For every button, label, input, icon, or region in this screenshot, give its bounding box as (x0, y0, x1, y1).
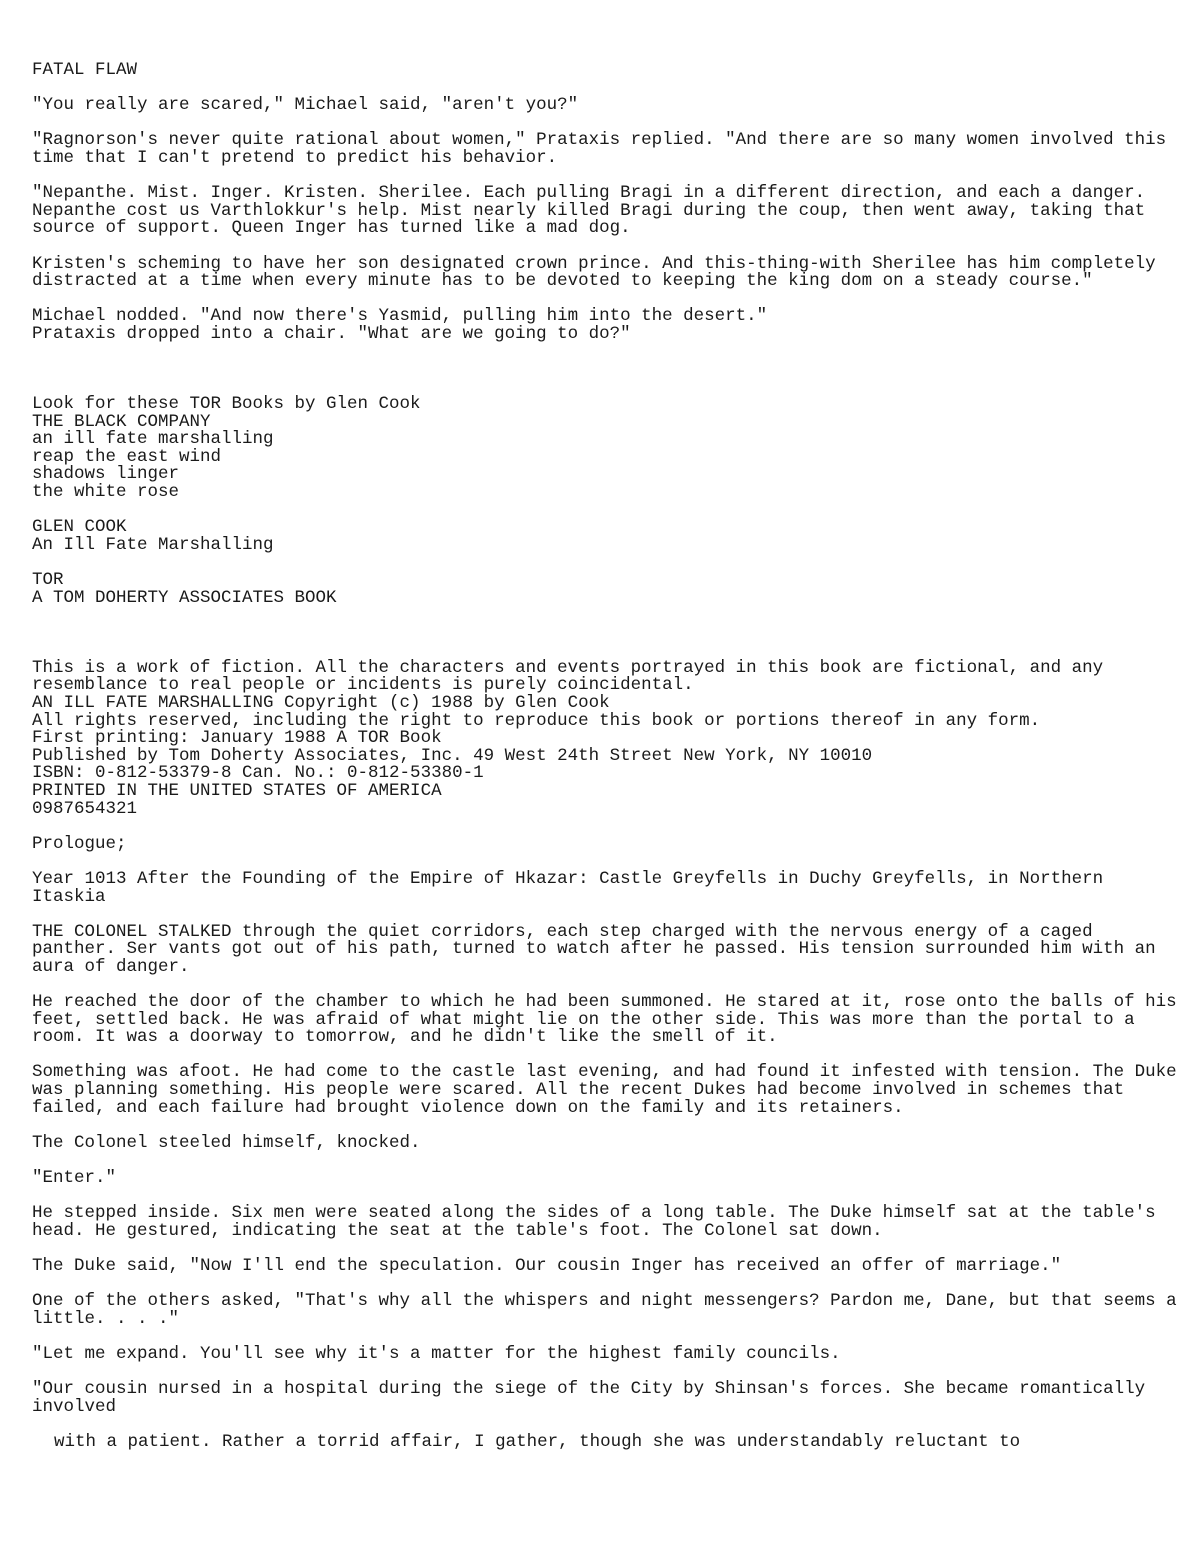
printing-number-line: 0987654321 (32, 798, 138, 819)
copyright-line: AN ILL FATE MARSHALLING Copyright (c) 1988 by Glen Cook (32, 693, 610, 713)
spacer (32, 625, 1182, 660)
publisher-imprint: A TOM DOHERTY ASSOCIATES BOOK (32, 587, 337, 608)
excerpt-paragraph: "Nepanthe. Mist. Inger. Kristen. Sherilee. Each pulling Bragi in a different direction, and each a danger. Nepanthe cost us Varthlokkur's help. Mist nearly killed Bragi during the coup, then went away, taking that source of support. Queen Inger has turned like a mad dog. (32, 183, 1146, 239)
title-page-block (32, 519, 1182, 554)
printing-line: First printing: January 1988 A TOR Book (32, 728, 442, 749)
prologue-paragraph: "Enter." (32, 1168, 117, 1189)
also-by-heading: Look for these TOR Books by Glen Cook (32, 394, 421, 415)
prologue-setting: Year 1013 After the Founding of the Empire of Hkazar: Castle Greyfells in Duchy Greyfells, in Northern Itaskia (32, 868, 1104, 907)
prologue-paragraph: The Duke said, "Now I'll end the speculation. Our cousin Inger has received an offer of marriage." (32, 1256, 1062, 1276)
book-page (32, 62, 1182, 1469)
copyright-block (32, 657, 1182, 819)
book-title: An Ill Fate Marshalling (32, 534, 274, 555)
spacer (32, 361, 1182, 396)
also-by-title: an ill fate marshalling (32, 429, 274, 450)
prologue-paragraph: Something was afoot. He had come to the castle last evening, and had found it infested with tension. The Duke was planning something. His people were scared. All the recent Dukes had become involved in schemes that failed, and each failure had brought violence down on the family and its retainers. (32, 1062, 1177, 1118)
excerpt-line: Prataxis dropped into a chair. "What are we going to do?" (32, 323, 631, 344)
also-by-title: reap the east wind (32, 446, 222, 467)
prologue-paragraph: The Colonel steeled himself, knocked. (32, 1132, 421, 1153)
publisher-address: Published by Tom Doherty Associates, Inc. 49 West 24th Street New York, NY 10010 (32, 745, 873, 766)
also-by-title: the white rose (32, 482, 180, 503)
prologue-paragraph: He reached the door of the chamber to which he had been summoned. He stared at it, rose onto the balls of his feet, settled back. He was afraid of what might lie on the other side. This was more than the portal to a room. It was a doorway to tomorrow, and he didn't like the smell of it. (32, 992, 1177, 1048)
excerpt-closing (32, 308, 1182, 343)
prologue-paragraph: He stepped inside. Six men were seated along the sides of a long table. The Duke himself sat at the table's head. He gestured, indicating the seat at the table's foot. The Colonel sat down. (32, 1203, 1156, 1241)
prologue-heading: Prologue; (32, 833, 127, 854)
also-by-title: shadows linger (32, 464, 180, 485)
excerpt-paragraph: "You really are scared," Michael said, "aren't you?" (32, 95, 579, 116)
author-name: GLEN COOK (32, 517, 127, 538)
excerpt-paragraph: "Ragnorson's never quite rational about women," Prataxis replied. "And there are so many women involved this time that I can't pretend to predict his behavior. (32, 130, 1167, 168)
prologue-continuation: with a patient. Rather a torrid affair, I gather, though she was understandably reluctant to (54, 1431, 1021, 1452)
publisher-block (32, 572, 1182, 607)
prologue-paragraph: "Let me expand. You'll see why it's a matter for the highest family councils. (32, 1343, 841, 1364)
fiction-disclaimer: This is a work of fiction. All the characters and events portrayed in this book are fictional, and any resemblance to real people or incidents is purely coincidental. (32, 657, 1104, 696)
excerpt-line: Michael nodded. "And now there's Yasmid, pulling him into the desert." (32, 306, 768, 327)
also-by-list (32, 396, 1182, 502)
excerpt-paragraph: Kristen's scheming to have her son designated crown prince. And this-thing-with Sherilee has him completely distracted at a time when every minute has to be devoted to keeping the king dom on a steady course." (32, 253, 1156, 292)
rights-line: All rights reserved, including the right to reproduce this book or portions thereof in any form. (32, 710, 1041, 731)
also-by-title: THE BLACK COMPANY (32, 411, 211, 432)
section-title: FATAL FLAW (32, 60, 138, 80)
prologue-paragraph: One of the others asked, "That's why all the whispers and night messengers? Pardon me, Dane, but that seems a little. . . ." (32, 1291, 1177, 1329)
prologue-paragraph: "Our cousin nursed in a hospital during the siege of the City by Shinsan's forces. She became romantically involved (32, 1379, 1146, 1417)
printed-in-line: PRINTED IN THE UNITED STATES OF AMERICA (32, 780, 442, 801)
isbn-line: ISBN: 0-812-53379-8 Can. No.: 0-812-53380-1 (32, 763, 484, 784)
prologue-paragraph: THE COLONEL STALKED through the quiet corridors, each step charged with the nervous energy of a caged panther. Ser vants got out of his path, turned to watch after he passed. His tension surrounded him with an aura of danger. (32, 921, 1156, 977)
publisher-name: TOR (32, 570, 64, 591)
